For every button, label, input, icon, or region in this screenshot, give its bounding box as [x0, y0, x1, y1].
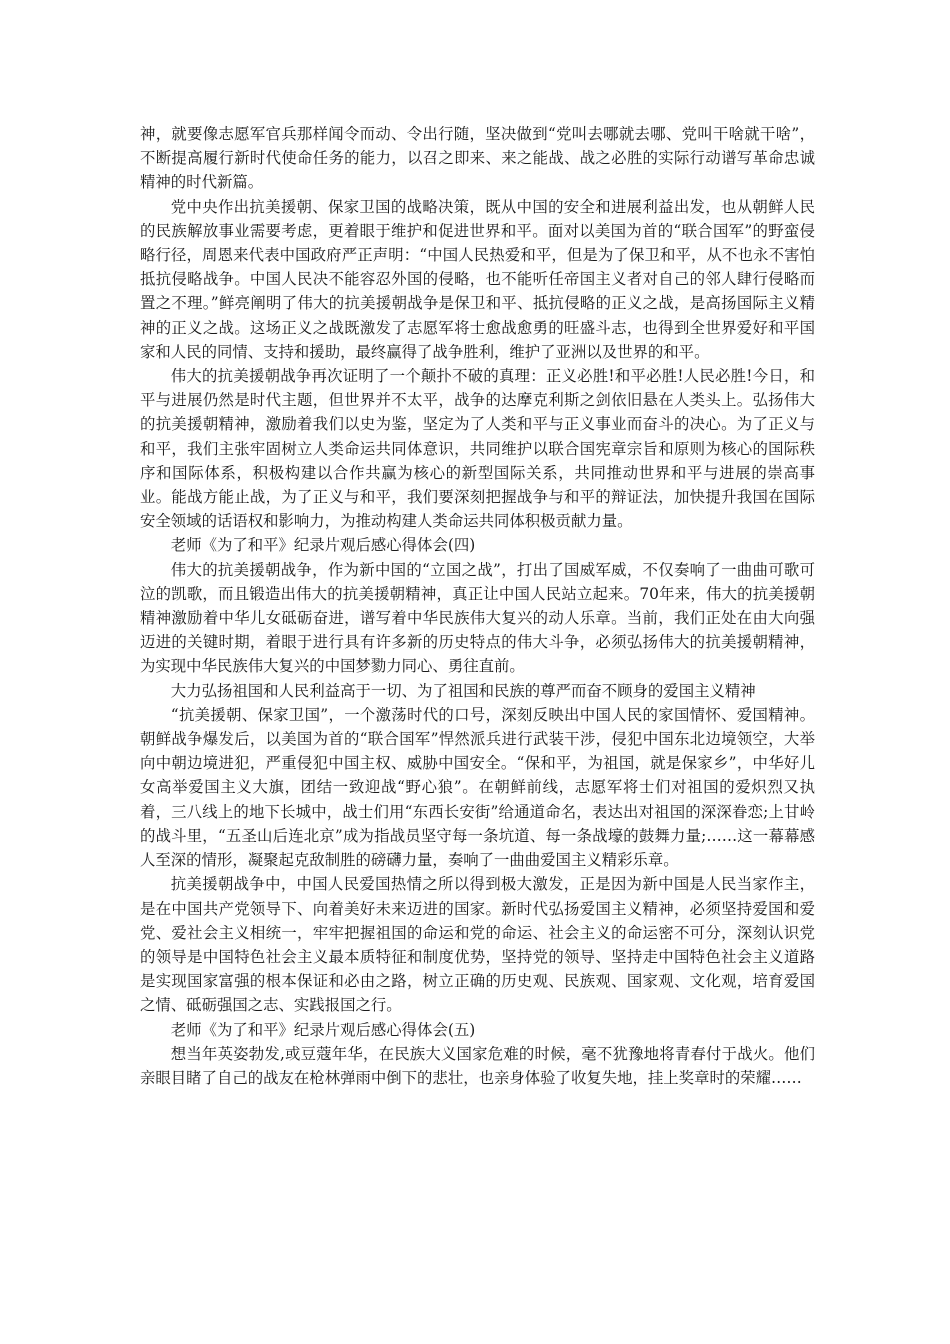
section-heading: 老师《为了和平》纪录片观后感心得体会(五) — [170, 1020, 476, 1039]
paragraph: 伟大的抗美援朝战争，作为新中国的“立国之战”，打出了国威军威，不仅奏响了一曲曲可歌可泣的凯歌，而且锻造出伟大的抗美援朝精神，真正让中国人民站立起来。70年来，伟大的抗美援朝精神激励着中华儿女砥砺奋进，谱写着中华民族伟大复兴的动人乐章。当前，我们正处在由大向强迈进的关键时期，着眼于进行具有许多新的历史特点的伟大斗争，必须弘扬伟大的抗美援朝精神，为实现中华民族伟大复兴的中国梦勠力同心、勇往直前。 — [140, 560, 815, 676]
document-body — [140, 122, 815, 1090]
paragraph: “抗美援朝、保家卫国”，一个激荡时代的口号，深刻反映出中国人民的家国情怀、爱国精神。朝鲜战争爆发后，以美国为首的“联合国军”悍然派兵进行武装干涉，侵犯中国东北边境领空，大举向中朝边境进犯，严重侵犯中国主权、威胁中国安全。“保和平，为祖国，就是保家乡”，中华好儿女高举爱国主义大旗，团结一致迎战“野心狼”。在朝鲜前线，志愿军将士们对祖国的爱炽烈又执着，三八线上的地下长城中，战士们用“东西长安街”给通道命名，表达出对祖国的深深眷恋;上甘岭的战斗里，“五圣山后连北京”成为指战员坚守每一条坑道、每一条战壕的鼓舞力量;……这一幕幕感人至深的情形，凝聚起克敌制胜的磅礴力量，奏响了一曲曲爱国主义精彩乐章。 — [140, 705, 815, 870]
paragraph: 想当年英姿勃发,或豆蔻年华，在民族大义国家危难的时候，毫不犹豫地将青春付于战火。他们亲眼目睹了自己的战友在枪林弹雨中倒下的悲壮，也亲身体验了收复失地，挂上奖章时的荣耀…… — [140, 1044, 815, 1087]
paragraph: 抗美援朝战争中，中国人民爱国热情之所以得到极大激发，正是因为新中国是人民当家作主，是在中国共产党领导下、向着美好未来迈进的国家。新时代弘扬爱国主义精神，必须坚持爱国和爱党、爱社会主义相统一，牢牢把握祖国的命运和党的命运、社会主义的命运密不可分，深刻认识党的领导是中国特色社会主义最本质特征和制度优势，坚持党的领导、坚持走中国特色社会主义道路是实现国家富强的根本保证和必由之路，树立正确的历史观、民族观、国家观、文化观，培育爱国之情、砥砺强国之志、实践报国之行。 — [140, 875, 815, 1015]
section-heading: 老师《为了和平》纪录片观后感心得体会(四) — [170, 536, 476, 555]
paragraph: 伟大的抗美援朝战争再次证明了一个颠扑不破的真理：正义必胜!和平必胜!人民必胜!今日，和平与进展仍然是时代主题，但世界并不太平，战争的达摩克利斯之剑依旧悬在人类头上。弘扬伟大的抗美援朝精神，激励着我们以史为鉴，坚定为了人类和平与正义事业而奋斗的决心。为了正义与和平，我们主张牢固树立人类命运共同体意识，共同维护以联合国宪章宗旨和原则为核心的国际秩序和国际体系，积极构建以合作共赢为核心的新型国际关系，共同推动世界和平与进展的崇高事业。能战方能止战，为了正义与和平，我们要深刻把握战争与和平的辩证法，加快提升我国在国际安全领域的话语权和影响力，为推动构建人类命运共同体积极贡献力量。 — [140, 367, 815, 531]
subsection-heading: 大力弘扬祖国和人民利益高于一切、为了祖国和民族的尊严而奋不顾身的爱国主义精神 — [170, 681, 756, 700]
paragraph-continuation: 神，就要像志愿军官兵那样闻令而动、令出行随，坚决做到“党叫去哪就去哪、党叫干啥就干啥”，不断提高履行新时代使命任务的能力，以召之即来、来之能战、战之必胜的实际行动谱写革命忠诚精神的时代新篇。 — [140, 125, 815, 192]
paragraph: 党中央作出抗美援朝、保家卫国的战略决策，既从中国的安全和进展利益出发，也从朝鲜人民的民族解放事业需要考虑，更着眼于维护和促进世界和平。面对以美国为首的“联合国军”的野蛮侵略行径，周恩来代表中国政府严正声明：“中国人民热爱和平，但是为了保卫和平，从不也永不害怕抵抗侵略战争。中国人民决不能容忍外国的侵略，也不能听任帝国主义者对自己的邻人肆行侵略而置之不理。”鲜亮阐明了伟大的抗美援朝战争是保卫和平、抵抗侵略的正义之战，是高扬国际主义精神的正义之战。这场正义之战既激发了志愿军将士愈战愈勇的旺盛斗志，也得到全世界爱好和平国家和人民的同情、支持和援助，最终赢得了战争胜利，维护了亚洲以及世界的和平。 — [140, 197, 815, 361]
